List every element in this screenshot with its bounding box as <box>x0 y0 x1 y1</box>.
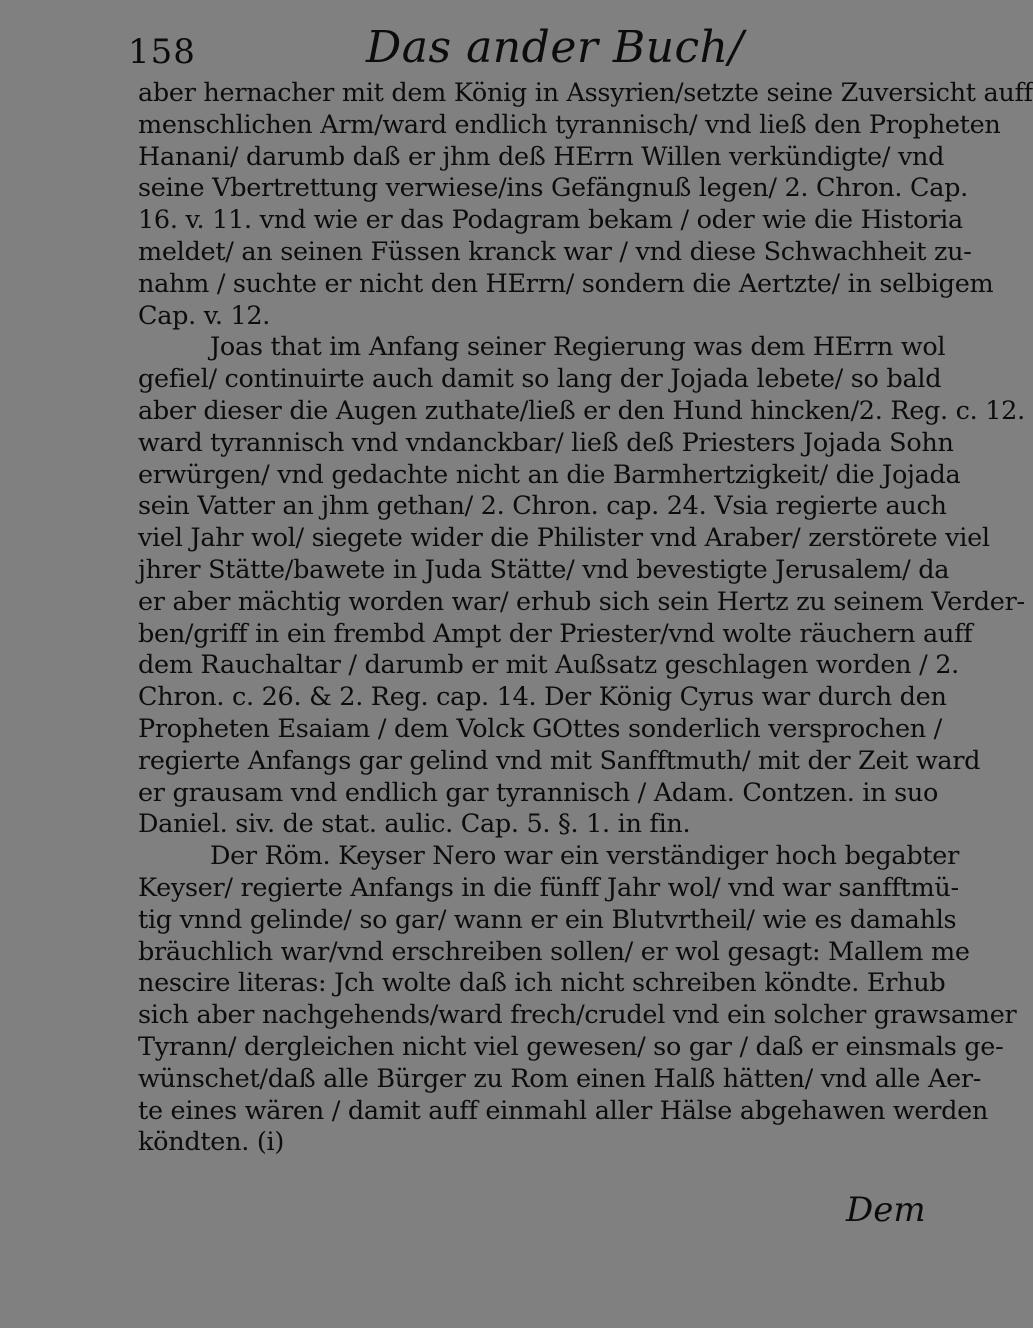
text-line: nahm / suchte er nicht den HErrn/ sondern die Aertzte/ in selbigem <box>138 268 994 299</box>
text-line: Der Röm. Keyser Nero war ein verständiger hoch begabter <box>210 841 959 872</box>
text-line: erwürgen/ vnd gedachte nicht an die Barmhertzigkeit/ die Jojada <box>138 459 961 490</box>
text-line: Keyser/ regierte Anfangs in die fünff Jahr wol/ vnd war sanfftmü- <box>138 872 959 903</box>
text-line: Joas that im Anfang seiner Regierung was dem HErrn wol <box>210 332 946 363</box>
text-line: jhrer Stätte/bawete in Juda Stätte/ vnd bevestigte Jerusalem/ da <box>138 554 950 585</box>
text-line: meldet/ an seinen Füssen kranck war / vnd diese Schwachheit zu- <box>138 236 972 267</box>
text-line: seine Vbertrettung verwiese/ins Gefängnuß legen/ 2. Chron. Cap. <box>138 173 968 204</box>
text-line: aber dieser die Augen zuthate/ließ er den Hund hincken/2. Reg. c. 12. <box>138 395 1025 426</box>
catchword: Dem <box>846 1190 926 1230</box>
text-line: ward tyrannisch vnd vndanckbar/ ließ deß Priesters Jojada Sohn <box>138 427 954 458</box>
text-line: er aber mächtig worden war/ erhub sich sein Hertz zu seinem Verder- <box>138 586 1025 617</box>
text-line: sich aber nachgehends/ward frech/crudel vnd ein solcher grawsamer <box>138 1000 1017 1031</box>
text-line: Hanani/ darumb daß er jhm deß HErrn Willen verkündigte/ vnd <box>138 141 945 172</box>
text-line: aber hernacher mit dem König in Assyrien/setzte seine Zuversicht auff <box>138 78 1033 108</box>
text-line: gefiel/ continuirte auch damit so lang der Jojada lebete/ so bald <box>138 364 942 395</box>
text-line: sein Vatter an jhm gethan/ 2. Chron. cap. 24. Vsia regierte auch <box>138 491 947 522</box>
text-line: te eines wären / damit auff einmahl aller Hälse abgehawen werden <box>138 1095 989 1126</box>
text-line: ben/griff in ein frembd Ampt der Priester/vnd wolte räuchern auff <box>138 618 973 649</box>
text-line: wünschet/daß alle Bürger zu Rom einen Halß hätten/ vnd alle Aer- <box>138 1063 982 1094</box>
text-line: tig vnnd gelinde/ so gar/ wann er ein Blutvrtheil/ wie es damahls <box>138 904 957 935</box>
page-number: 158 <box>128 32 196 72</box>
text-line: menschlichen Arm/ward endlich tyrannisch/ vnd ließ den Propheten <box>138 109 1001 140</box>
text-line: regierte Anfangs gar gelind vnd mit Sanfftmuth/ mit der Zeit ward <box>138 745 981 776</box>
text-line: köndten. (i) <box>138 1127 284 1158</box>
text-line: Cap. v. 12. <box>138 300 271 331</box>
text-line: Chron. c. 26. & 2. Reg. cap. 14. Der König Cyrus war durch den <box>138 682 947 713</box>
text-line: 16. v. 11. vnd wie er das Podagram bekam / oder wie die Historia <box>138 205 963 236</box>
page-header <box>128 22 918 78</box>
text-line: viel Jahr wol/ siegete wider die Philister vnd Araber/ zerstörete viel <box>138 523 990 554</box>
text-line: bräuchlich war/vnd erschreiben sollen/ er wol gesagt: Mallem me <box>138 936 970 967</box>
running-title: Das ander Buch/ <box>366 22 744 73</box>
text-line: dem Rauchaltar / darumb er mit Außsatz geschlagen worden / 2. <box>138 650 959 681</box>
text-line: Tyrann/ dergleichen nicht viel gewesen/ so gar / daß er einsmals ge- <box>138 1031 1004 1062</box>
text-line: Daniel. siv. de stat. aulic. Cap. 5. §. 1. in fin. <box>138 809 691 840</box>
text-line: nescire literas: Jch wolte daß ich nicht schreiben köndte. Erhub <box>138 968 946 999</box>
body-text <box>138 78 1033 1159</box>
text-line: er grausam vnd endlich gar tyrannisch / Adam. Contzen. in suo <box>138 777 939 808</box>
text-line: Propheten Esaiam / dem Volck GOttes sonderlich versprochen / <box>138 713 942 744</box>
